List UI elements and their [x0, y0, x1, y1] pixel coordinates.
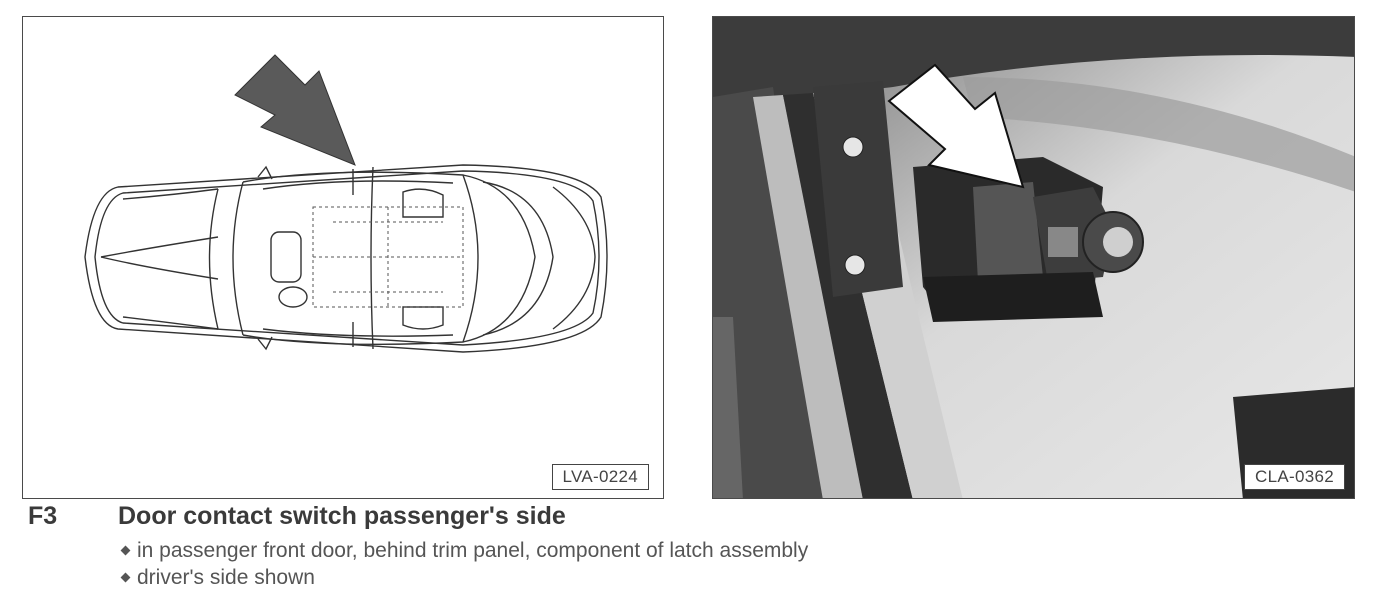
bullet-diamond-icon	[121, 546, 131, 556]
component-code: F3	[28, 502, 58, 530]
list-item	[118, 537, 808, 564]
component-title: Door contact switch passenger's side	[118, 502, 566, 530]
component-notes-list	[118, 537, 808, 591]
figure-reference-code: LVA-0224	[552, 464, 650, 490]
door-latch-photo-icon	[713, 17, 1355, 499]
figure-reference-code: CLA-0362	[1244, 464, 1345, 490]
list-item-text: driver's side shown	[137, 566, 315, 589]
list-item-text: in passenger front door, behind trim panel, component of latch assembly	[137, 539, 809, 562]
car-top-view-icon	[23, 17, 664, 499]
bullet-diamond-icon	[121, 573, 131, 583]
door-latch-photo-figure	[712, 16, 1355, 499]
list-item	[118, 564, 808, 591]
car-diagram-figure	[22, 16, 664, 499]
